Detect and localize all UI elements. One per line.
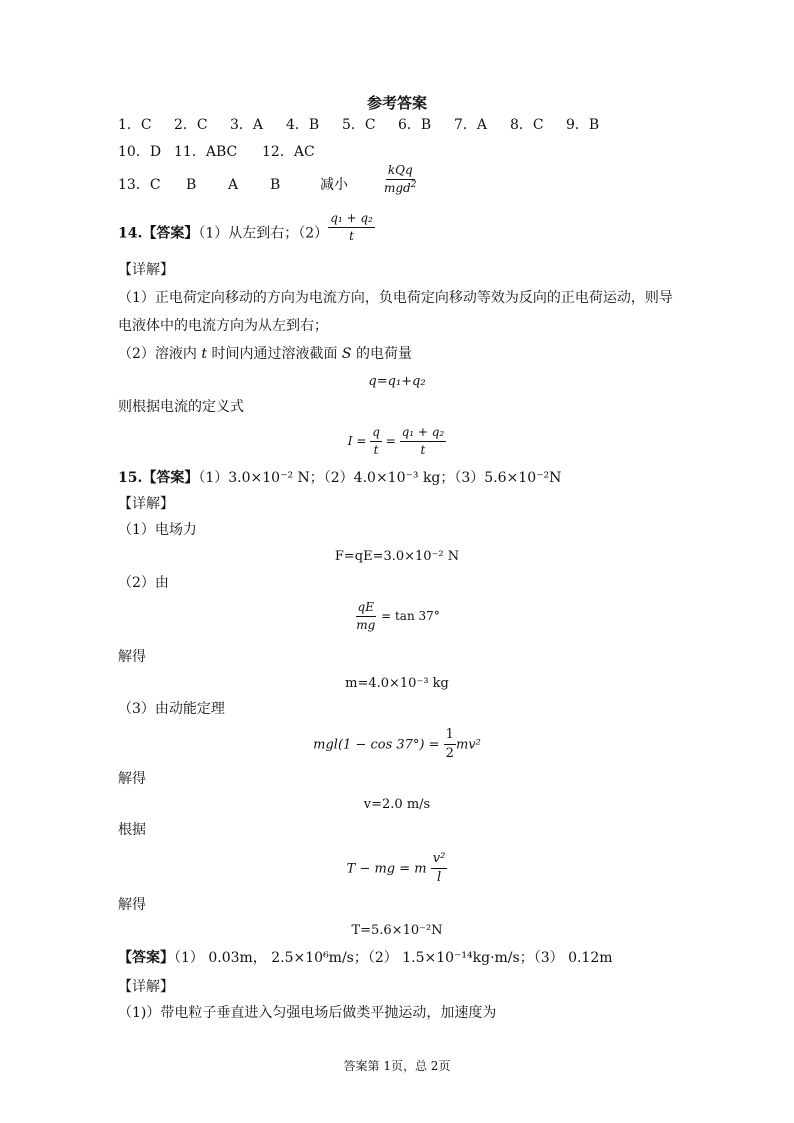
answer-1: 1．C xyxy=(118,117,152,133)
q14-answer-line: 14.【答案】（1）从左到右；（2） $\frac{\text{q₁ + q₂}}{t}$ xyxy=(118,211,373,244)
q16-answer-line: 【答案】（1） 0.03m， 2.5×10⁶m/s；（2） 1.5×10⁻¹⁴kg·m/s；（3） 0.12m xyxy=(118,950,613,966)
answer-12: 12．AC xyxy=(262,144,315,160)
q15-step-1: （1）电场力 xyxy=(118,522,197,538)
q15-solve-2: 解得 xyxy=(118,771,146,787)
answer-6: 6．B xyxy=(398,117,432,133)
answer-9: 9．B xyxy=(566,117,600,133)
q15-detail-label: 【详解】 xyxy=(118,496,174,512)
answer-13: 13．C B A B 减小 $\frac{\text{kQq}}{mgd^2}$ xyxy=(118,163,417,196)
q14-eq-charge: q=q₁+q₂ xyxy=(368,374,426,389)
q16-step-1: （1)）带电粒子垂直进入匀强电场后做类平抛运动，加速度为 xyxy=(118,1005,497,1021)
q15-eq-velocity: v=2.0 m/s xyxy=(363,797,431,812)
answer-10: 10．D xyxy=(118,144,162,160)
q15-eq-mass: m=4.0×10⁻³ kg xyxy=(345,676,449,691)
q14-para-3: 则根据电流的定义式 xyxy=(118,399,244,415)
answer-row-2 xyxy=(118,145,315,159)
q15-solve-1: 解得 xyxy=(118,649,146,665)
q14-eq-current: I = $\frac{q}{t}$ = $\frac{\text{q₁ + q₂}}{t}$ xyxy=(347,425,445,458)
q15-basis: 根据 xyxy=(118,822,146,838)
q15-eq-energy: mgl(1 − cos 37°) = $\frac{1}{2}$ mv² xyxy=(313,727,481,762)
answer-8: 8．C xyxy=(510,117,544,133)
q15-answer-line: 15.【答案】（1）3.0×10⁻² N；（2）4.0×10⁻³ kg；（3）5.6×10⁻²N xyxy=(118,470,562,486)
q15-eq-tension-result: T=5.6×10⁻²N xyxy=(351,923,443,938)
answer-5: 5．C xyxy=(342,117,376,133)
page-footer: 答案第 1页，总 2页 xyxy=(343,1059,451,1073)
answer-2: 2．C xyxy=(174,117,208,133)
q15-eq-tan: $\frac{qE}{mg}$ = tan 37° xyxy=(356,600,440,633)
q14-para-1b: 电液体中的电流方向为从左到右； xyxy=(118,318,328,334)
answer-3: 3．A xyxy=(230,117,264,133)
q15-eq-force: F=qE=3.0×10⁻² N xyxy=(334,549,460,564)
q15-solve-3: 解得 xyxy=(118,897,146,913)
q16-detail-label: 【详解】 xyxy=(118,979,174,995)
answer-7: 7．A xyxy=(454,117,488,133)
q14-para-2: （2）溶液内 t 时间内通过溶液截面 S 的电荷量 xyxy=(118,346,412,362)
answer-11: 11．ABC xyxy=(174,144,238,160)
q15-eq-tension: T − mg = m $\frac{\text{v²}}{l}$ xyxy=(346,851,446,886)
answer-row-1 xyxy=(118,118,599,132)
q15-step-2: （2）由 xyxy=(118,575,169,591)
q14-detail-label: 【详解】 xyxy=(118,262,174,278)
page-title: 参考答案 xyxy=(366,94,427,112)
q14-fraction: $\frac{\text{q₁ + q₂}}{t}$ xyxy=(330,211,373,244)
q15-step-3: （3）由动能定理 xyxy=(118,701,225,717)
answer-4: 4．B xyxy=(286,117,320,133)
q14-para-1a: （1）正电荷定向移动的方向为电流方向，负电荷定向移动等效为反向的正电荷运动，则导 xyxy=(118,290,673,306)
answer-13-fraction: $\frac{\text{kQq}}{mgd^2}$ xyxy=(384,163,417,196)
